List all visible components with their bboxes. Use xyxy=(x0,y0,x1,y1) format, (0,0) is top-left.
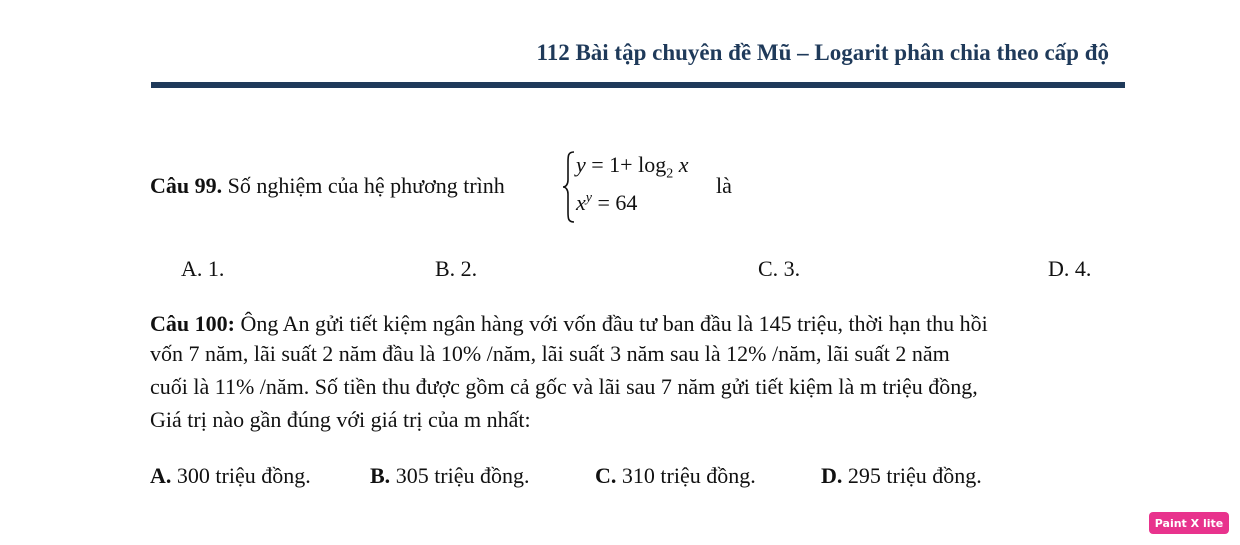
q99-equation-1: $y = 1+ \log_2 x$ xyxy=(576,152,689,182)
q99-text: Số nghiệm của hệ phương trình xyxy=(222,173,505,198)
document-header-title: 112 Bài tập chuyên đề Mũ – Logarit phân chia theo cấp độ xyxy=(536,40,1109,65)
q99-label: Câu 99. xyxy=(150,173,223,198)
paint-x-lite-badge: Paint X lite xyxy=(1149,512,1229,534)
q100-option-d: D. 295 triệu đồng. xyxy=(821,463,982,488)
q99-equation-system xyxy=(562,150,712,224)
q99-prompt xyxy=(150,175,505,197)
q100-line-4: Giá trị nào gần đúng với giá trị của m nhất: xyxy=(150,407,531,432)
q100-option-a: A. 300 triệu đồng. xyxy=(150,463,311,488)
q100-label: Câu 100: xyxy=(150,311,235,336)
q100-line-2: vốn 7 năm, lãi suất 2 năm đầu là 10% /năm, lãi suất 3 năm sau là 12% /năm, lãi suất 2 năm xyxy=(150,341,950,366)
q99-option-a: A. 1. xyxy=(181,256,225,281)
q100-line-3: cuối là 11% /năm. Số tiền thu được gồm cả gốc và lãi sau 7 năm gửi tiết kiệm là m triệu đồng, xyxy=(150,374,978,399)
q100-option-c: C. 310 triệu đồng. xyxy=(595,463,756,488)
q100-option-b: B. 305 triệu đồng. xyxy=(370,463,530,488)
q99-suffix: là xyxy=(716,173,732,198)
q99-option-d: D. 4. xyxy=(1048,256,1092,281)
curly-brace-icon xyxy=(562,150,576,224)
q99-option-c: C. 3. xyxy=(758,256,801,281)
header-rule xyxy=(151,82,1125,88)
q100-line-1: Câu 100: Ông An gửi tiết kiệm ngân hàng với vốn đầu tư ban đầu là 145 triệu, thời hạn thu hồi xyxy=(150,311,988,336)
q99-option-b: B. 2. xyxy=(435,256,478,281)
q99-equation-2: $x^y = 64$ xyxy=(576,190,638,215)
